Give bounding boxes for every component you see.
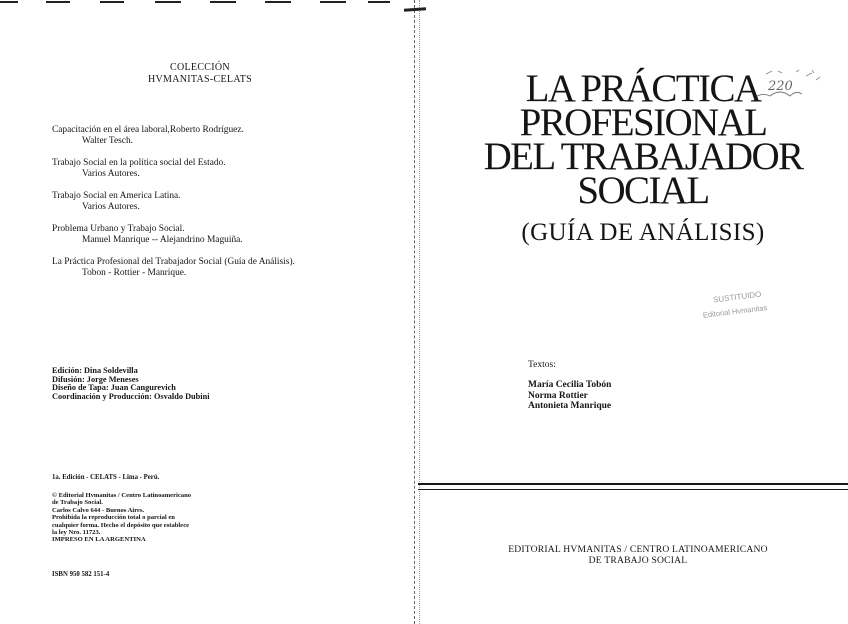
stamp-text: SUSTITUIDO [712, 289, 762, 305]
author-name: Norma Rottier [528, 390, 588, 401]
book-list [52, 125, 352, 290]
copyright-line: © Editorial Hvmanitas / Centro Latinoamericano [52, 492, 192, 499]
list-item [52, 224, 352, 246]
copyright-line: la ley Nro. 11723. [52, 529, 101, 537]
texts-label: Textos: [528, 360, 556, 370]
list-item [52, 158, 352, 180]
credit-line: Coordinación y Producción: Osvaldo Dubini [52, 391, 210, 401]
collection-subtitle: HVMANITAS-CELATS [148, 74, 252, 85]
horizontal-rule [418, 489, 848, 490]
title-line: PROFESIONAL [519, 101, 767, 144]
book-authors: Varios Autores. [82, 202, 140, 212]
edition-line: 1a. Edición - CELATS - Lima - Perú. [52, 474, 160, 481]
book-authors: Walter Tesch. [82, 136, 133, 146]
copyright-block [52, 492, 302, 544]
list-item [52, 125, 352, 147]
book-title: Trabajo Social en America Latina. [52, 191, 181, 201]
copyright-line: cualquier forma. Hecho el depósito que establece [52, 521, 190, 529]
book-authors: Tobon - Rottier - Manrique. [82, 268, 187, 278]
publisher-line: DE TRABAJO SOCIAL [588, 554, 688, 566]
publisher-line: EDITORIAL HVMANITAS / CENTRO LATINOAMERICANO [508, 544, 768, 555]
book-authors: Varios Autores. [82, 169, 140, 179]
collection-header [100, 62, 300, 86]
book-subtitle: (GUÍA DE ANÁLISIS) [521, 219, 765, 246]
publisher-imprint [438, 545, 838, 566]
credit-line: Diseño de Tapa: Juan Cangurevich [52, 383, 176, 393]
author-name: María Cecilia Tobón [528, 380, 612, 390]
isbn: ISBN 950 582 151-4 [52, 571, 110, 578]
credit-line: Edición: Dina Soldevilla [52, 366, 138, 375]
book-title: Trabajo Social en la política social del Estado. [52, 158, 226, 168]
copyright-line: Prohibida la reproducción total o parcial en [52, 514, 175, 522]
stamp-subtext: Editorial Hvmanitas [702, 303, 768, 320]
author-name: Antonieta Manrique [528, 401, 612, 411]
copyright-line: Carlos Calvo 644 - Buenos Aires. [52, 506, 145, 514]
right-page [418, 0, 848, 624]
title-line: SOCIAL [577, 169, 709, 212]
book-title: Capacitación en el área laboral,Roberto Rodríguez. [52, 125, 244, 135]
authors-list [528, 380, 611, 412]
library-stamp [700, 285, 785, 340]
list-item [52, 191, 352, 213]
book-title: La Práctica Profesional del Trabajador Social (Guía de Análisis). [52, 257, 295, 267]
title-line: LA PRÁCTICA [525, 67, 761, 110]
copyright-line: de Trabajo Social. [52, 499, 103, 507]
production-credits [52, 367, 372, 401]
title-line: DEL TRABAJADOR [483, 135, 803, 178]
book-title [478, 67, 808, 212]
horizontal-rule [418, 483, 848, 485]
book-authors: Manuel Manrique -- Alejandrino Maguiña. [82, 235, 243, 245]
list-item [52, 257, 352, 279]
copyright-line: IMPRESO EN LA ARGENTINA [52, 536, 146, 544]
collection-title: COLECCIÓN [170, 62, 230, 73]
book-title: Problema Urbano y Trabajo Social. [52, 224, 185, 234]
handwritten-note: 220 [768, 79, 793, 94]
credit-line: Difusión: Jorge Meneses [52, 374, 139, 384]
left-page [0, 0, 414, 624]
